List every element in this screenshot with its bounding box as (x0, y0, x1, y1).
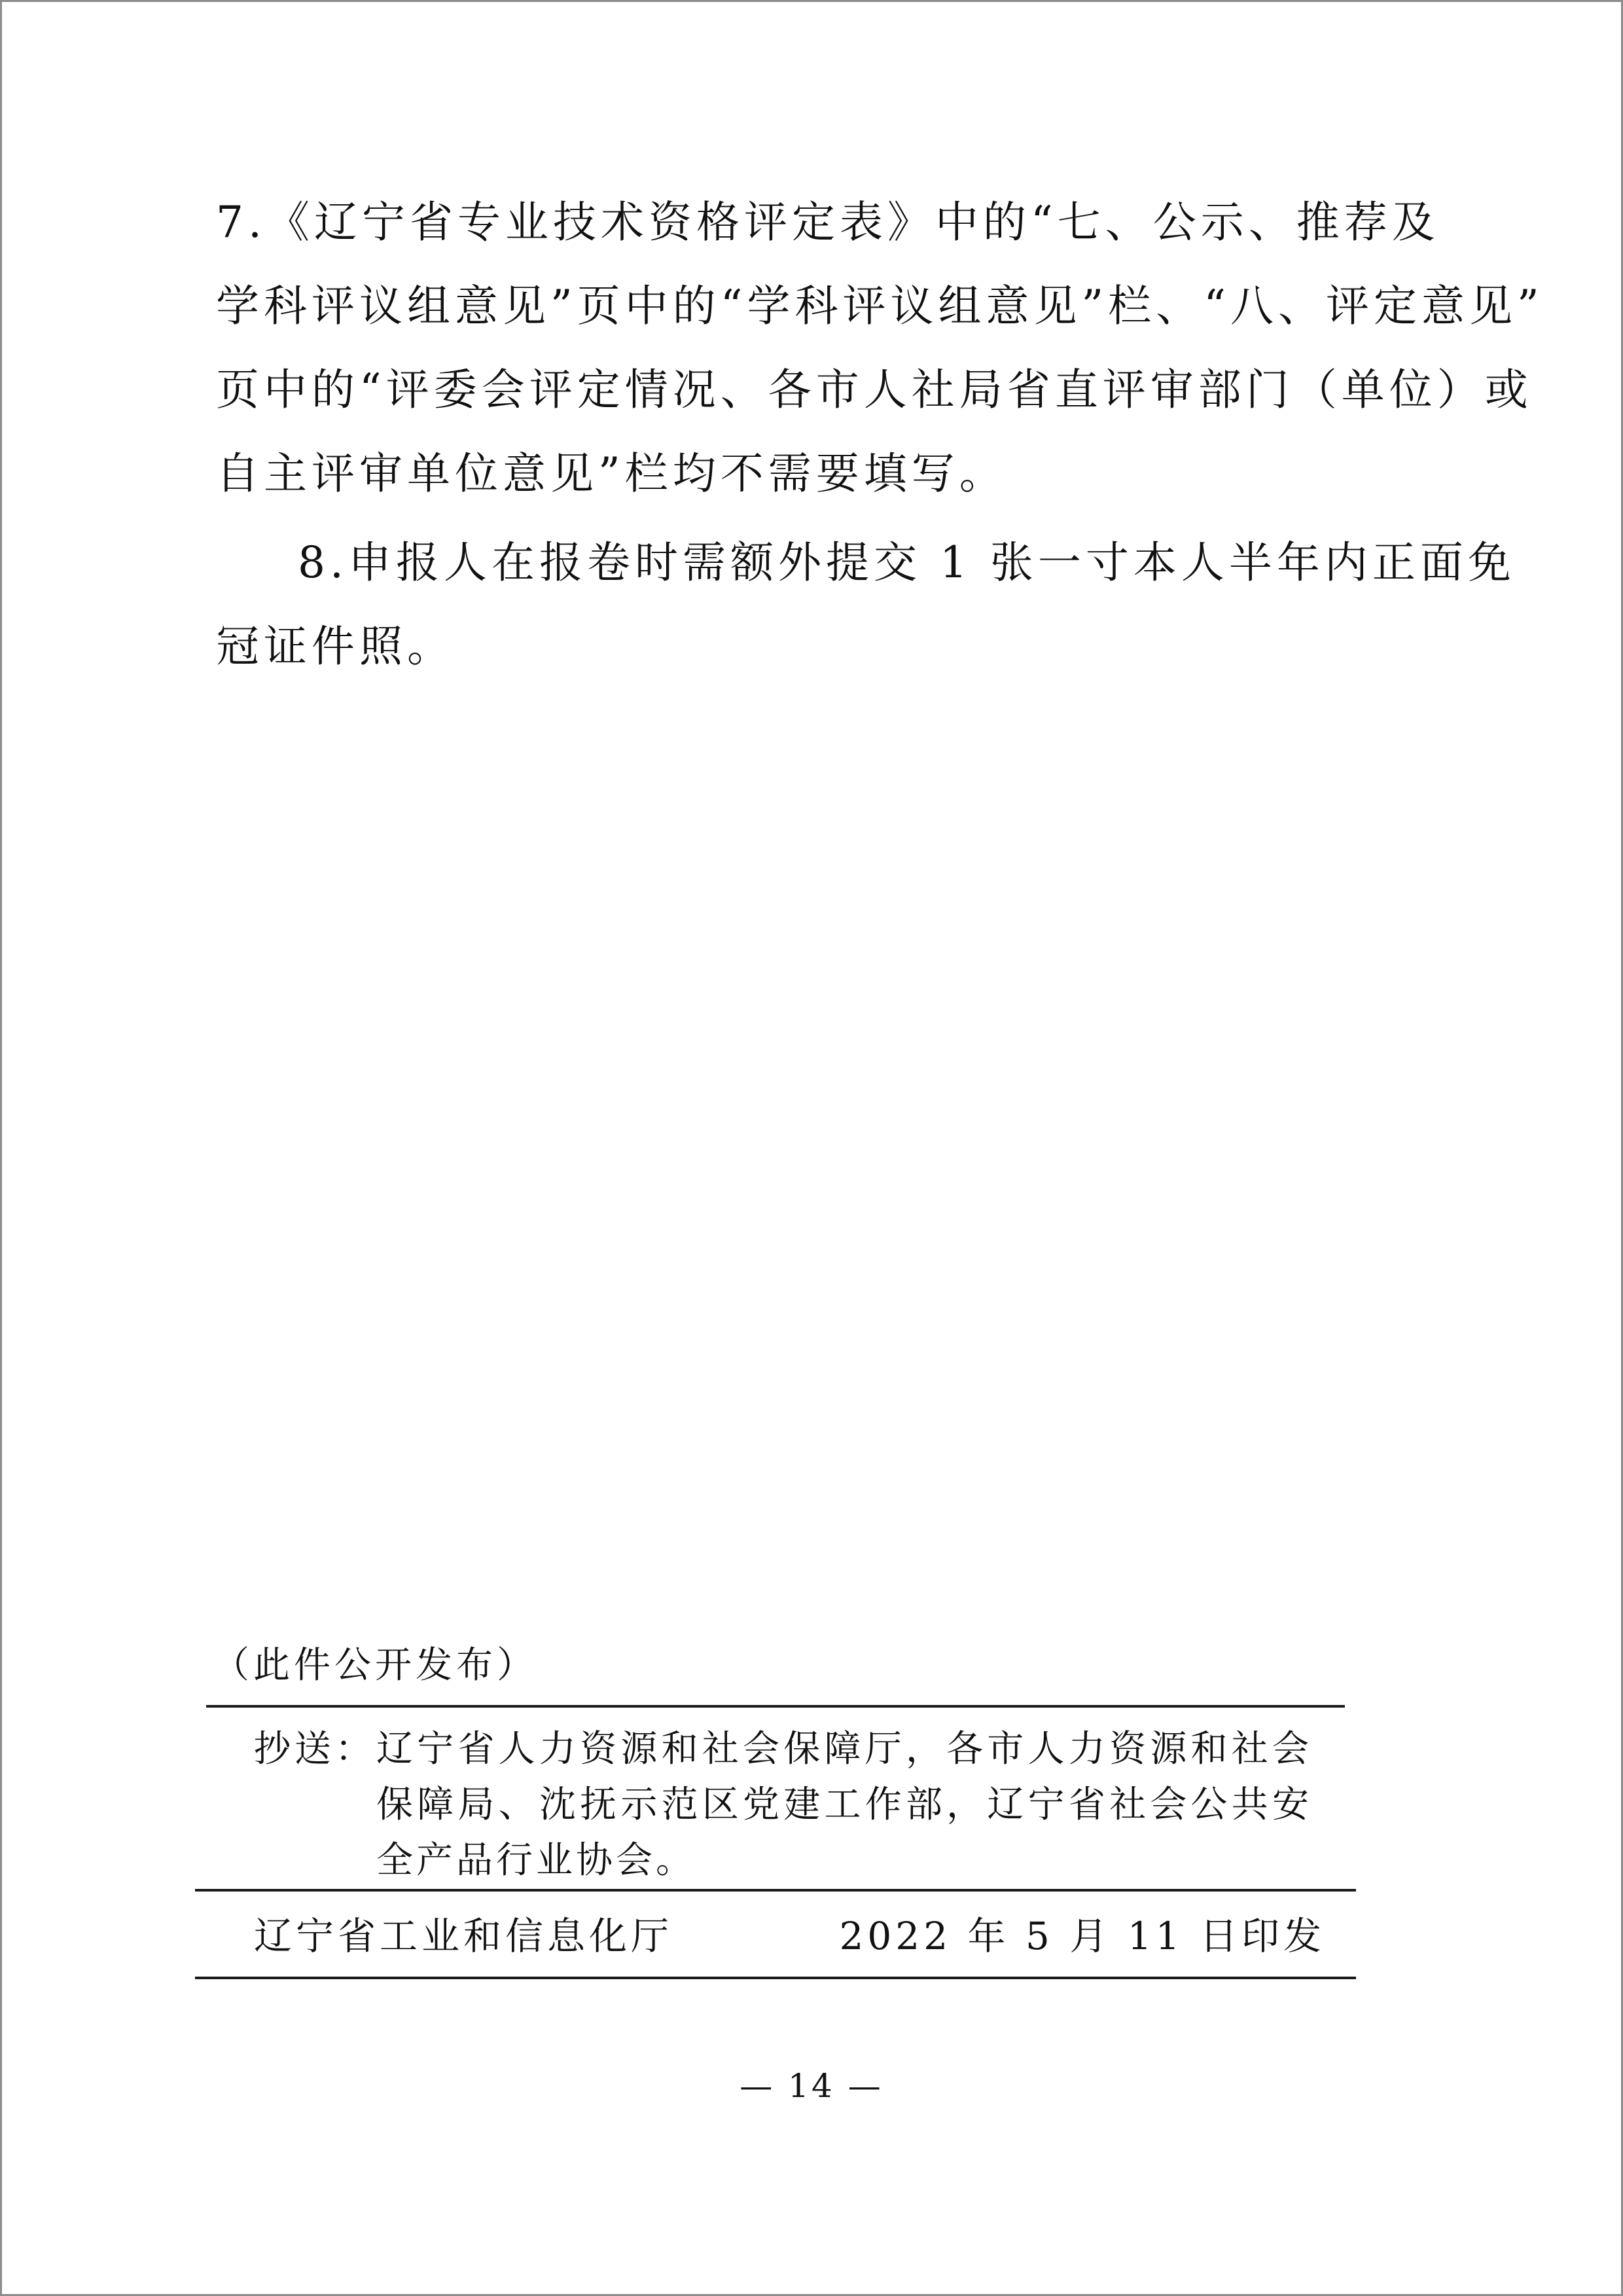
body-line-3: 页中的“评委会评定情况、各市人社局省直评审部门（单位）或 (216, 365, 1533, 415)
cc-recipients-line-2: 保障局、沈抚示范区党建工作部，辽宁省社会公共安 (376, 1784, 1312, 1826)
cc-recipients-line-3: 全产品行业协会。 (376, 1839, 696, 1882)
issuing-authority: 辽宁省工业和信息化厅 (254, 1914, 673, 1958)
footer-rule (195, 1977, 1356, 1979)
body-line-5: 8.申报人在报卷时需额外提交 1 张一寸本人半年内正面免 (298, 537, 1516, 588)
body-line-1: 7.《辽宁省专业技术资格评定表》中的“七、公示、推荐及 (216, 197, 1440, 247)
body-line-4: 自主评审单位意见”栏均不需要填写。 (216, 448, 1007, 499)
public-release-note: （此件公开发布） (213, 1644, 537, 1687)
body-line-6: 冠证件照。 (216, 621, 455, 672)
cc-bottom-rule (195, 1889, 1356, 1892)
cc-label: 抄送： (254, 1728, 376, 1770)
body-line-2: 学科评议组意见”页中的“学科评议组意见”栏、“八、评定意见” (216, 281, 1544, 331)
page-number: — 14 — (740, 2067, 883, 2105)
cc-top-rule (206, 1705, 1345, 1708)
cc-recipients-line-1: 辽宁省人力资源和社会保障厅，各市人力资源和社会 (376, 1728, 1312, 1770)
issue-date: 2022 年 5 月 11 日印发 (839, 1914, 1325, 1958)
